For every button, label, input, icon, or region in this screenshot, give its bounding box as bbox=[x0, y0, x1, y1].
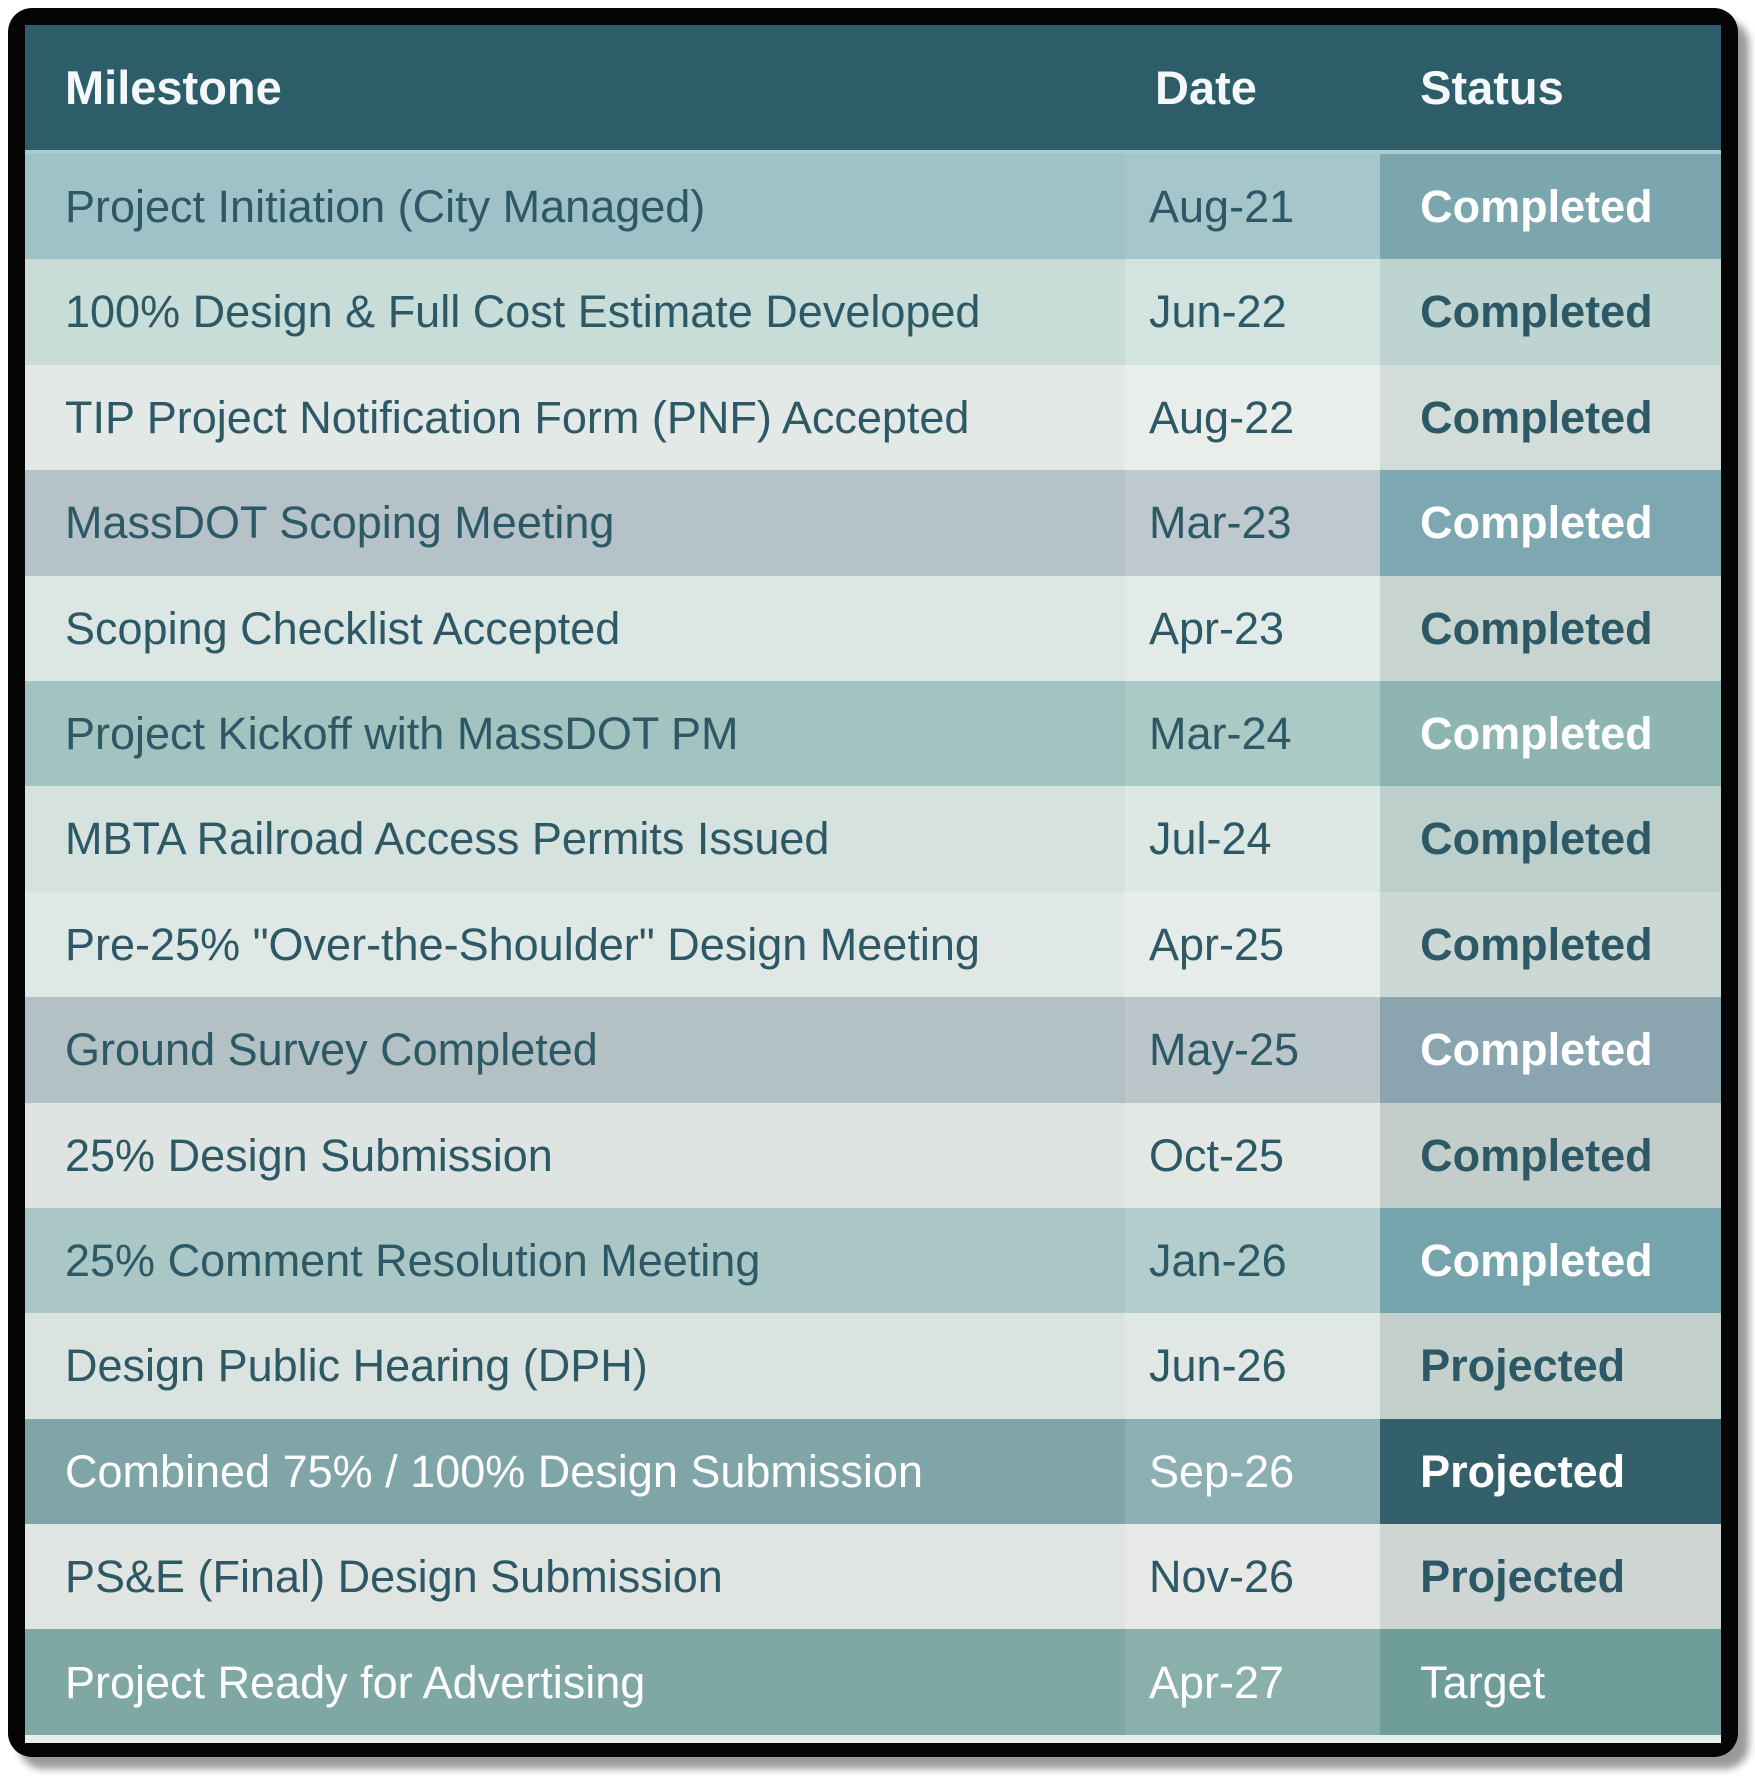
status-cell: Completed bbox=[1380, 892, 1721, 997]
date-cell: Mar-23 bbox=[1125, 470, 1380, 575]
date-cell: Apr-23 bbox=[1125, 576, 1380, 681]
milestone-cell: Ground Survey Completed bbox=[25, 997, 1125, 1102]
table-row bbox=[25, 1313, 1721, 1418]
table-row bbox=[25, 1103, 1721, 1208]
date-cell: Oct-25 bbox=[1125, 1103, 1380, 1208]
status-cell: Completed bbox=[1380, 1208, 1721, 1313]
milestone-cell: PS&E (Final) Design Submission bbox=[25, 1524, 1125, 1629]
table-row bbox=[25, 1629, 1721, 1734]
date-cell: Apr-27 bbox=[1125, 1629, 1380, 1734]
date-cell: Jun-26 bbox=[1125, 1313, 1380, 1418]
milestone-cell: Combined 75% / 100% Design Submission bbox=[25, 1419, 1125, 1524]
date-cell: Apr-25 bbox=[1125, 892, 1380, 997]
milestone-cell: Pre-25% "Over-the-Shoulder" Design Meeting bbox=[25, 892, 1125, 997]
milestone-cell: MassDOT Scoping Meeting bbox=[25, 470, 1125, 575]
table-row bbox=[25, 576, 1721, 681]
date-cell: Jan-26 bbox=[1125, 1208, 1380, 1313]
table-header-row bbox=[25, 25, 1721, 154]
status-cell: Completed bbox=[1380, 154, 1721, 259]
milestone-cell: Scoping Checklist Accepted bbox=[25, 576, 1125, 681]
column-header-status: Status bbox=[1380, 25, 1721, 150]
date-cell: Aug-21 bbox=[1125, 154, 1380, 259]
table-row bbox=[25, 470, 1721, 575]
table-row bbox=[25, 365, 1721, 470]
table-row bbox=[25, 997, 1721, 1102]
table-row bbox=[25, 892, 1721, 997]
milestone-cell: TIP Project Notification Form (PNF) Accepted bbox=[25, 365, 1125, 470]
column-header-date: Date bbox=[1125, 25, 1380, 150]
milestone-cell: MBTA Railroad Access Permits Issued bbox=[25, 786, 1125, 891]
date-cell: Nov-26 bbox=[1125, 1524, 1380, 1629]
date-cell: Mar-24 bbox=[1125, 681, 1380, 786]
milestone-cell: Project Initiation (City Managed) bbox=[25, 154, 1125, 259]
milestone-cell: 25% Design Submission bbox=[25, 1103, 1125, 1208]
milestone-cell: Project Kickoff with MassDOT PM bbox=[25, 681, 1125, 786]
date-cell: May-25 bbox=[1125, 997, 1380, 1102]
table-row bbox=[25, 154, 1721, 259]
status-cell: Projected bbox=[1380, 1419, 1721, 1524]
table-row bbox=[25, 1208, 1721, 1313]
date-cell: Jun-22 bbox=[1125, 259, 1380, 364]
milestone-cell: 25% Comment Resolution Meeting bbox=[25, 1208, 1125, 1313]
table-row bbox=[25, 681, 1721, 786]
status-cell: Completed bbox=[1380, 365, 1721, 470]
date-cell: Sep-26 bbox=[1125, 1419, 1380, 1524]
status-cell: Target bbox=[1380, 1629, 1721, 1734]
milestone-cell: 100% Design & Full Cost Estimate Developed bbox=[25, 259, 1125, 364]
date-cell: Aug-22 bbox=[1125, 365, 1380, 470]
status-cell: Projected bbox=[1380, 1313, 1721, 1418]
status-cell: Completed bbox=[1380, 259, 1721, 364]
status-cell: Completed bbox=[1380, 470, 1721, 575]
table-frame bbox=[8, 8, 1738, 1757]
date-cell: Jul-24 bbox=[1125, 786, 1380, 891]
status-cell: Completed bbox=[1380, 997, 1721, 1102]
column-header-milestone: Milestone bbox=[25, 25, 1125, 150]
table-bottom-strip bbox=[25, 1735, 1721, 1743]
status-cell: Completed bbox=[1380, 1103, 1721, 1208]
milestone-cell: Design Public Hearing (DPH) bbox=[25, 1313, 1125, 1418]
milestone-cell: Project Ready for Advertising bbox=[25, 1629, 1125, 1734]
table-row bbox=[25, 786, 1721, 891]
table-body bbox=[25, 154, 1721, 1735]
table-row bbox=[25, 1419, 1721, 1524]
status-cell: Completed bbox=[1380, 786, 1721, 891]
milestone-table bbox=[25, 25, 1721, 1740]
status-cell: Completed bbox=[1380, 576, 1721, 681]
status-cell: Projected bbox=[1380, 1524, 1721, 1629]
table-row bbox=[25, 259, 1721, 364]
table-row bbox=[25, 1524, 1721, 1629]
status-cell: Completed bbox=[1380, 681, 1721, 786]
